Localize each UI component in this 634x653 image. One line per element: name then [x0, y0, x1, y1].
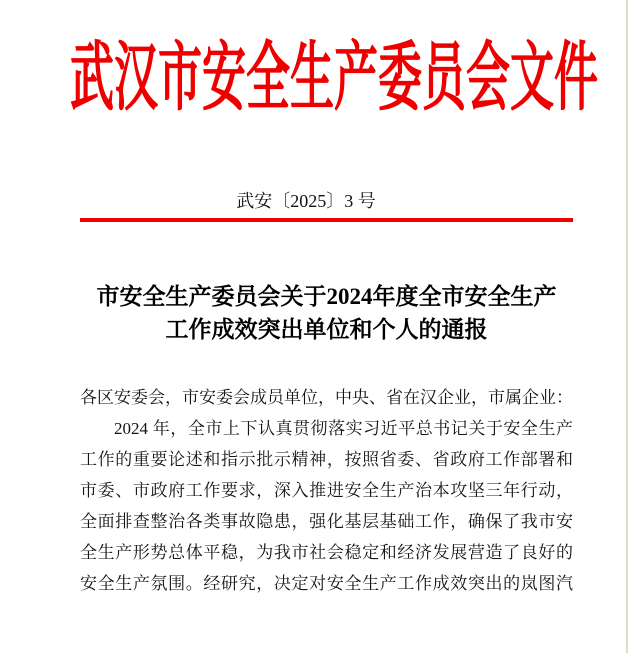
document-title: [70, 280, 583, 346]
document-title-line2: 工作成效突出单位和个人的通报: [165, 317, 488, 342]
body-line: 2024 年，全市上下认真贯彻落实习近平总书记关于安全生产: [114, 419, 573, 438]
document-title-line1: 市安全生产委员会关于2024年度全市安全生产: [96, 284, 557, 309]
body-line: 全生产形势总体平稳，为我市社会稳定和经济发展营造了良好的: [80, 543, 573, 562]
document-number: 武安〔2025〕3 号: [236, 191, 376, 211]
document-body: [80, 382, 573, 599]
body-line: 全面排查整治各类事故隐患，强化基层基础工作，确保了我市安: [80, 512, 573, 531]
body-line: 安全生产氛围。经研究，决定对安全生产工作成效突出的岚图汽: [80, 574, 573, 593]
salutation-line: 各区安委会，市安委会成员单位，中央、省在汉企业，市属企业：: [80, 388, 573, 407]
body-line: 市委、市政府工作要求，深入推进安全生产治本攻坚三年行动，: [80, 481, 573, 500]
red-divider-line: [80, 218, 573, 222]
body-line: 工作的重要论述和指示批示精神，按照省委、省政府工作部署和: [80, 450, 573, 469]
document-header-title: 武汉市安全生产委员会文件: [70, 36, 598, 121]
page-edge-line: [626, 0, 628, 653]
